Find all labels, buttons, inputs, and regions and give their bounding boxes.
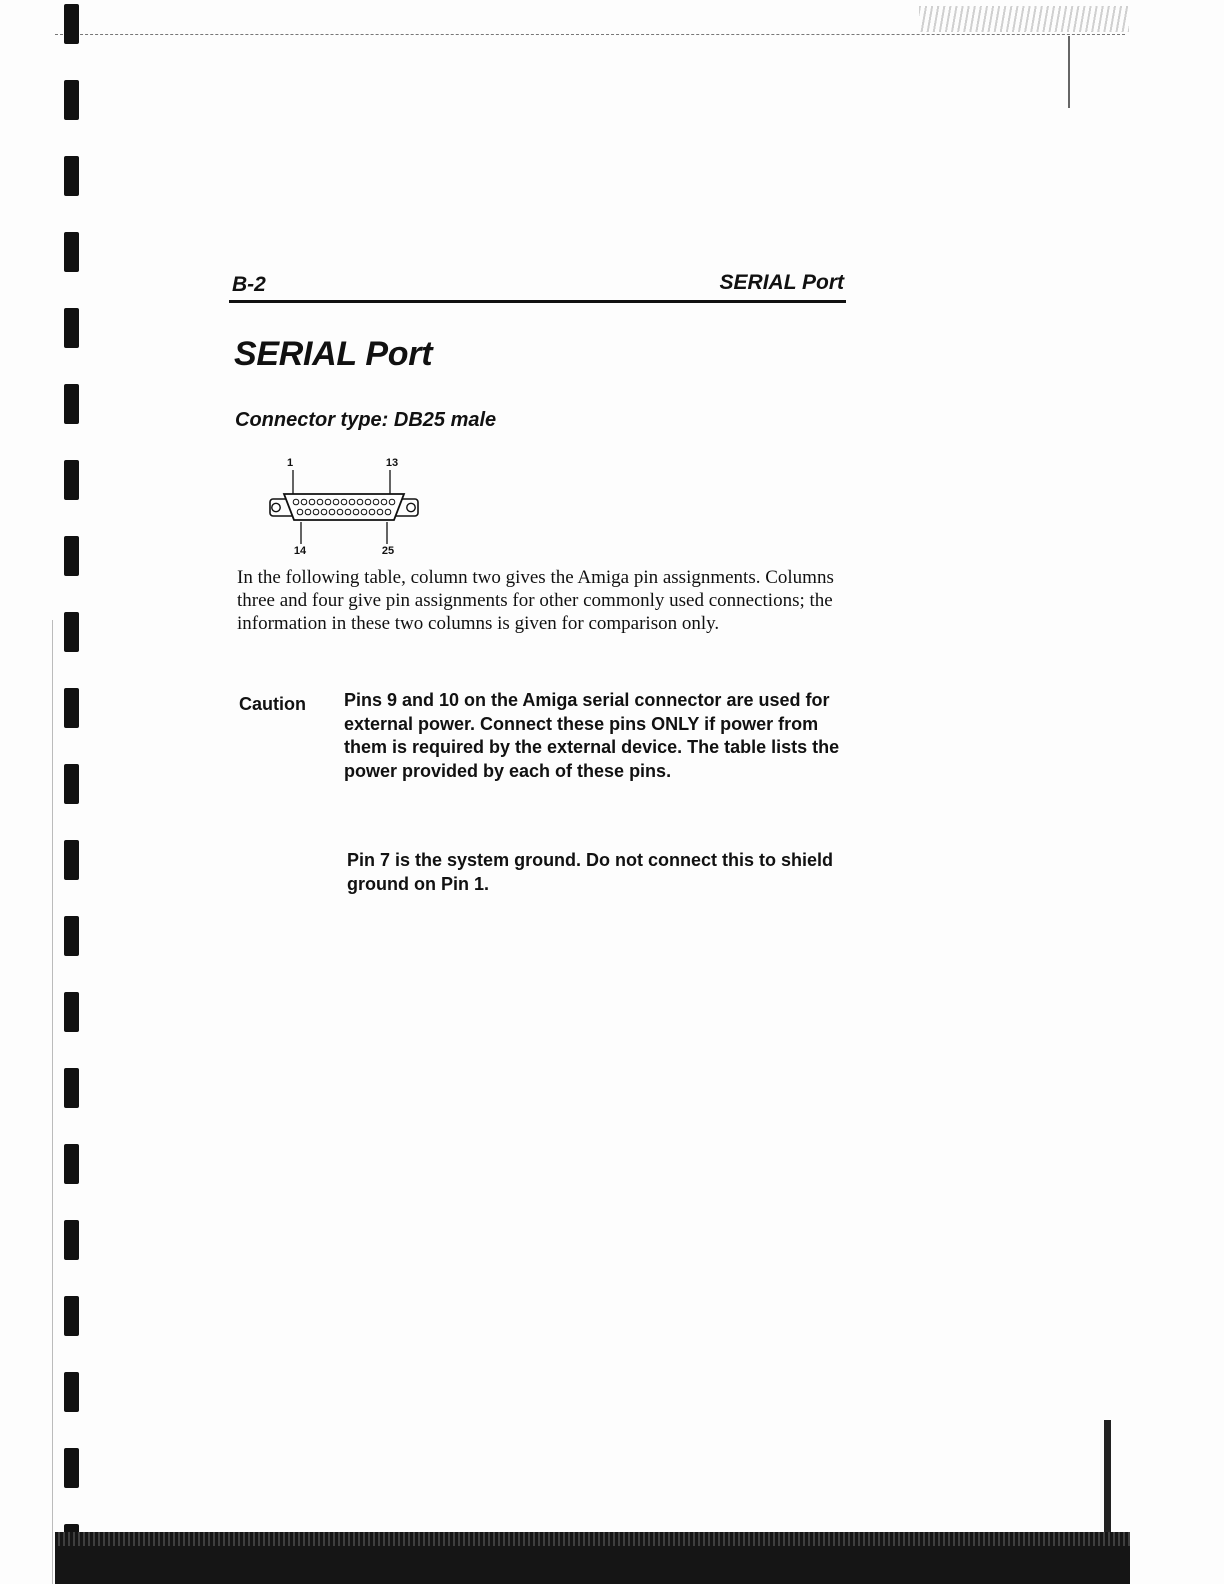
scan-bottom-right-post [1104,1420,1111,1535]
intro-paragraph: In the following table, column two gives the Amiga pin assignments. Columns three and four give pin assignments for other commonly used connections; the information in these two columns is given for comparison only. [237,567,834,634]
pin-label-1: 1 [286,457,294,469]
binder-hole-mark [64,1144,79,1184]
binder-hole-mark [64,536,79,576]
scan-bottom-band [55,1532,1130,1584]
running-header [229,266,846,303]
connector-type-heading: Connector type: DB25 male [235,409,497,431]
binder-hole-mark [64,80,79,120]
binder-hole-mark [64,1068,79,1108]
ground-note-paragraph: Pin 7 is the system ground. Do not connect this to shield ground on Pin 1. [347,850,834,894]
binder-hole-mark [64,612,79,652]
binder-hole-mark [64,384,79,424]
scan-top-rule [55,34,1125,35]
binder-hole-mark [64,4,79,44]
pin-label-14: 14 [293,545,307,557]
page-title: SERIAL Port [234,335,433,373]
scan-right-tick [1068,36,1070,108]
binder-hole-mark [64,232,79,272]
binder-hole-mark [64,1372,79,1412]
binder-hole-mark [64,460,79,500]
binder-hole-mark [64,156,79,196]
pin-label-13: 13 [385,457,399,469]
caution-label: Caution [239,694,306,714]
binder-hole-mark [64,992,79,1032]
page-number: B-2 [232,273,266,296]
binder-hole-mark [64,308,79,348]
connector-shell [284,494,404,520]
scan-speckle [919,6,1129,32]
running-header-section: SERIAL Port [719,271,844,294]
db25-connector-diagram [262,452,432,562]
binder-holes [64,0,80,1584]
binder-hole-mark [64,916,79,956]
caution-paragraph: Pins 9 and 10 on the Amiga serial connector are used for external power. Connect these pins ONLY if power from them is required by the external device. The table lists the power provided by each of these pins. [344,690,840,781]
binder-hole-mark [64,688,79,728]
pin-label-25: 25 [381,545,395,557]
binder-hole-mark [64,1220,79,1260]
binder-hole-mark [64,764,79,804]
binder-hole-mark [64,1296,79,1336]
binder-hole-mark [64,1448,79,1488]
mounting-hole-right [407,503,415,511]
scan-left-edge [52,620,53,1584]
binder-hole-mark [64,840,79,880]
mounting-hole-left [272,503,280,511]
